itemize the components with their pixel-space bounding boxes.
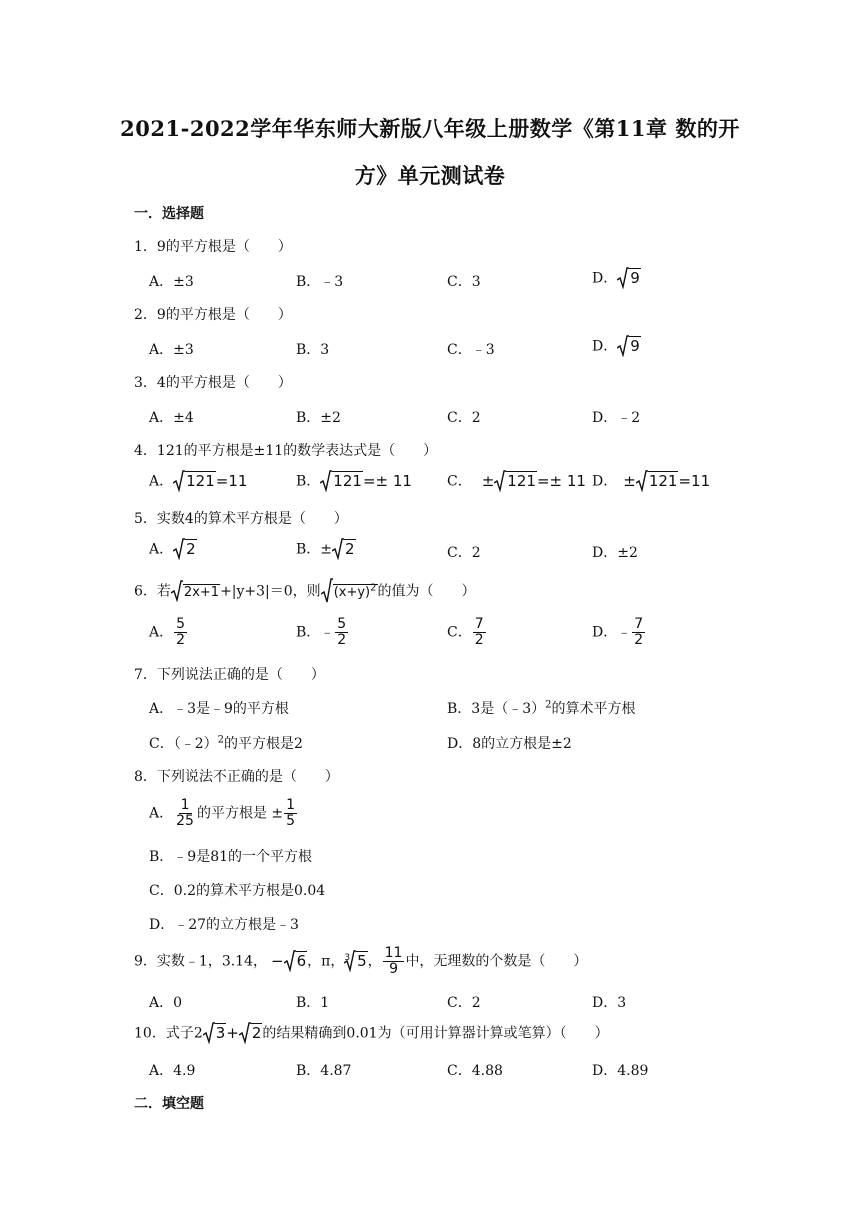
question-1-stem: 1．9的平方根是（ ） [134,239,292,255]
radical-sign-icon [173,470,185,492]
denominator: 2 [634,632,644,648]
numerator: 5 [337,616,347,632]
question-2-option-a: A．±3 [149,342,194,358]
radicand-exponent: 2 [370,582,377,594]
question-8-option-d: D．﹣27的立方根是﹣3 [149,917,299,933]
question-7-option-b [447,698,635,718]
plus-minus-sign: ± [623,471,636,490]
exponent: 2 [217,734,224,746]
radicand: 5 [357,951,367,970]
fraction [473,617,486,648]
radical-sign-icon [173,538,185,560]
question-5-option-c: C．2 [447,545,481,561]
radicand: 2 [186,539,196,558]
stem-prefix: 9．实数﹣1，3.14， [134,953,267,970]
denominator: 2 [337,632,347,648]
question-9-option-d: D．3 [592,995,627,1011]
option-label: D． [592,473,618,490]
cube-root-expression [344,952,367,970]
section-heading-choice: 一．选择题 [134,206,204,222]
fraction [174,798,196,829]
denominator: 5 [286,813,296,829]
question-7-option-d: D．8的立方根是±2 [447,736,572,752]
fraction [383,946,405,977]
sqrt-expression [482,472,586,490]
question-10-stem [134,1022,609,1044]
option-label: D． [592,338,618,355]
section-heading-fill-in: 二．填空题 [134,1096,204,1112]
radical-sign-icon [239,1022,251,1044]
question-8-option-c: C．0.2的算术平方根是0.04 [149,883,326,899]
question-6-option-b [296,617,349,648]
question-1-option-c: C．3 [447,274,481,290]
question-4-stem: 4．121的平方根是±11的数学表达式是（ ） [134,443,438,459]
radical-sign-icon [617,335,629,357]
radicand: 6 [296,951,307,970]
radical-sign-icon [494,470,506,492]
minus-sign: − [271,951,284,970]
question-10-option-b: B．4.87 [296,1063,352,1079]
question-6-option-d [592,617,646,648]
stem-suffix: 中，无理数的个数是（ ） [405,953,588,970]
question-10-option-c: C．4.88 [447,1063,503,1079]
negative-sqrt-expression [271,952,307,970]
radicand: 3 [215,1023,226,1042]
option-label: A． [149,624,174,641]
plus-minus-sign: ± [481,471,495,490]
denominator: 9 [389,961,398,977]
question-3-option-a: A．±4 [149,410,194,426]
stem-prefix: 6．若 [134,583,171,600]
radicand: 121 [648,471,678,490]
question-7-option-c [149,733,303,753]
question-4-option-c [447,470,586,492]
option-label: C． [447,624,472,641]
radical-sign-icon [320,470,332,492]
denominator: 2 [474,632,484,648]
expression-rest: =± 11 [362,471,412,490]
question-9-option-c: C．2 [447,995,481,1011]
question-7-stem: 7．下列说法正确的是（ ） [134,667,325,683]
question-6-stem [134,578,476,604]
numerator: 5 [176,616,186,632]
question-4-option-a [149,470,247,492]
option-text-middle: 的平方根是 ± [196,805,284,822]
radical-sign-icon [344,950,356,972]
radicand: 2x+1 [183,584,220,600]
radical-sign-icon [203,1022,215,1044]
stem-suffix: 的值为（ ） [377,583,476,600]
question-9-option-a: A．0 [149,995,183,1011]
radical-sign-icon [636,470,648,492]
separator: ， [367,953,382,970]
stem-middle: +|y+3|＝0，则 [220,583,321,600]
question-9-option-b: B．1 [296,995,330,1011]
option-label: D．﹣ [592,624,632,641]
question-6-option-c [447,617,487,648]
sqrt-expression [320,472,412,490]
fraction [284,798,297,829]
question-7-option-a: A．﹣3是﹣9的平方根 [149,701,289,717]
option-text-prefix: B．3是（﹣3） [447,701,546,717]
question-8-option-a [149,798,298,829]
question-9-stem [134,946,587,977]
option-label: A． [149,541,174,558]
question-1-option-b: B．﹣3 [296,274,344,290]
document-title-line-2: 方》单元测试卷 [354,163,506,188]
question-5-option-b [296,538,356,560]
sqrt-expression [171,582,220,600]
option-label: B． [296,473,321,490]
question-8-option-b: B．﹣9是81的一个平方根 [149,849,313,865]
stem-prefix: 10．式子2 [134,1025,203,1042]
radicand: 2 [251,1023,262,1042]
question-3-option-c: C．2 [447,410,481,426]
denominator: 2 [176,632,186,648]
question-10-option-d: D．4.89 [592,1063,649,1079]
question-2-option-b: B．3 [296,342,330,358]
expression-rest: =11 [215,471,248,490]
option-label: B．± [296,541,333,558]
plus-sign: + [226,1023,239,1042]
question-5-option-d: D．±2 [592,545,638,561]
question-10-option-a: A．4.9 [149,1063,196,1079]
fraction [335,617,348,648]
question-3-option-b: B．±2 [296,410,341,426]
option-text-suffix: 的算术平方根 [551,701,636,717]
option-label: A． [149,805,174,822]
option-text-suffix: 的平方根是2 [224,736,303,752]
question-8-stem: 8．下列说法不正确的是（ ） [134,769,339,785]
radicand: 121 [333,471,362,490]
question-5-option-a [149,538,197,560]
question-6-option-a [149,617,188,648]
sqrt-expression [617,269,641,287]
radicand: 121 [507,471,536,490]
expression-rest: =± 11 [536,471,586,490]
numerator: 7 [474,616,484,632]
radical-sign-icon [617,267,629,289]
numerator: 7 [634,616,644,632]
radicand: 121 [186,471,215,490]
expression-rest: =11 [678,471,711,490]
question-5-stem: 5．实数4的算术平方根是（ ） [134,511,348,527]
radicand: 2 [345,539,355,558]
separator: ，π， [307,953,345,970]
exponent: 2 [545,699,552,711]
sqrt-expression [617,337,641,355]
sqrt-expression [173,472,247,490]
question-2-stem: 2．9的平方根是（ ） [134,307,292,323]
root-index: 3 [344,952,351,963]
option-label: B．﹣ [296,624,335,641]
radicand-base: (x+y) [333,584,371,600]
option-text-prefix: C．（﹣2） [149,736,218,752]
stem-suffix: 的结果精确到0.01为（可用计算器计算或笔算）（ ） [262,1025,609,1042]
question-2-option-d [592,335,641,357]
question-3-option-d: D．﹣2 [592,410,641,426]
question-1-option-a: A．±3 [149,274,194,290]
denominator: 25 [176,813,194,829]
radical-sign-icon [321,578,333,604]
question-4-option-b [296,470,412,492]
question-3-stem: 3．4的平方根是（ ） [134,375,292,391]
radicand [333,584,378,600]
question-1-option-d [592,267,641,289]
question-4-option-d [592,470,710,492]
fraction [174,617,187,648]
radicand: 9 [630,268,640,287]
sqrt-expression [203,1024,263,1042]
question-2-option-c: C．﹣3 [447,342,495,358]
option-label: C． [447,473,472,490]
radicand: 9 [630,336,640,355]
numerator: 1 [180,797,190,813]
radical-sign-icon [171,580,183,602]
radical-sign-icon [284,950,296,972]
sqrt-expression [623,472,710,490]
fraction [632,617,645,648]
sqrt-expression [173,540,197,558]
sqrt-expression [321,582,378,600]
sqrt-expression [332,540,356,558]
option-label: D． [592,270,618,287]
numerator: 1 [286,797,296,813]
option-label: A． [149,473,174,490]
numerator: 11 [384,945,403,961]
document-title-line-1: 2021-2022学年华东师大新版八年级上册数学《第11章 数的开 [120,116,740,141]
radical-sign-icon [332,538,344,560]
